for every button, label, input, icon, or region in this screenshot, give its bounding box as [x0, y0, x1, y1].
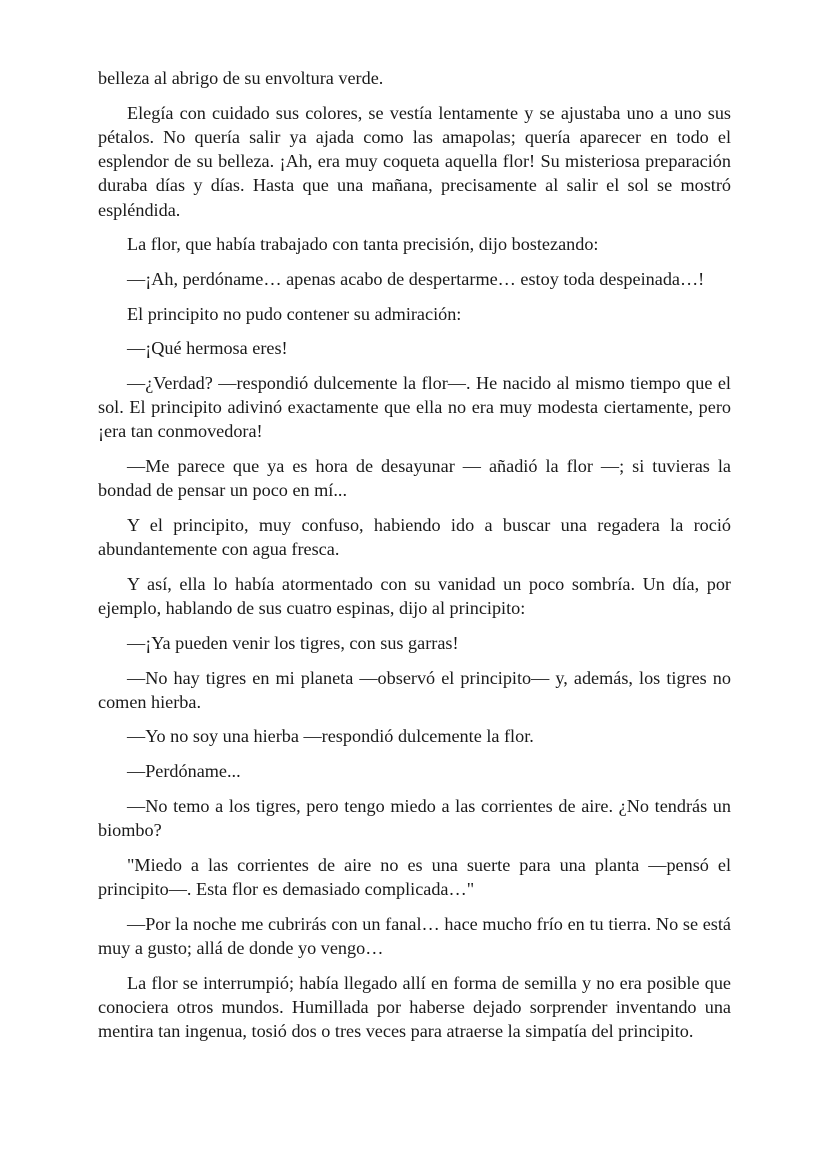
book-page	[98, 66, 731, 1054]
paragraph: —¡Ah, perdóname… apenas acabo de despertarme… estoy toda despeinada…!	[127, 268, 705, 289]
paragraph: —Yo no soy una hierba —respondió dulcemente la flor.	[127, 726, 534, 747]
paragraph: —Me parece que ya es hora de desayunar — añadió la flor —; si tuvieras la bondad de pensar un poco en mí...	[98, 456, 731, 501]
paragraph-continuation: belleza al abrigo de su envoltura verde.	[98, 68, 384, 88]
paragraph: Elegía con cuidado sus colores, se vestía lentamente y se ajustaba uno a uno sus pétalos. No quería salir ya ajada como las amapolas; quería aparecer en todo el esplendor de su belleza. ¡Ah, era muy coqueta aquella flor! Su misteriosa preparación duraba días y días. Hasta que una mañana, precisamente al salir el sol se mostró espléndida.	[98, 102, 731, 220]
paragraph: La flor, que había trabajado con tanta precisión, dijo bostezando:	[127, 234, 599, 255]
paragraph: —No hay tigres en mi planeta —observó el principito— y, además, los tigres no comen hierba.	[98, 667, 731, 712]
paragraph: —No temo a los tigres, pero tengo miedo a las corrientes de aire. ¿No tendrás un biombo?	[98, 795, 731, 841]
paragraph: El principito no pudo contener su admiración:	[127, 303, 462, 324]
paragraph: —¡Qué hermosa eres!	[127, 338, 288, 359]
paragraph: —Por la noche me cubrirás con un fanal… hace mucho frío en tu tierra. No se está muy a gusto; allá de donde yo vengo…	[98, 913, 731, 958]
paragraph: —Perdóname...	[127, 761, 241, 782]
paragraph: —¡Ya pueden venir los tigres, con sus garras!	[127, 632, 459, 653]
paragraph: La flor se interrumpió; había llegado allí en forma de semilla y no era posible que conociera otros mundos. Humillada por haberse dejado sorprender inventando una mentira tan ingenua, tosió dos o tres veces para atraerse la simpatía del principito.	[98, 972, 731, 1041]
paragraph: —¿Verdad? —respondió dulcemente la flor—. He nacido al mismo tiempo que el sol. El principito adivinó exactamente que ella no era muy modesta ciertamente, pero ¡era tan conmovedora!	[98, 373, 731, 442]
paragraph: Y el principito, muy confuso, habiendo ido a buscar una regadera la roció abundantemente con agua fresca.	[98, 515, 731, 560]
paragraph: Y así, ella lo había atormentado con su vanidad un poco sombría. Un día, por ejemplo, hablando de sus cuatro espinas, dijo al principito:	[98, 573, 731, 619]
paragraph: "Miedo a las corrientes de aire no es una suerte para una planta —pensó el principito—. Esta flor es demasiado complicada…"	[98, 854, 731, 899]
